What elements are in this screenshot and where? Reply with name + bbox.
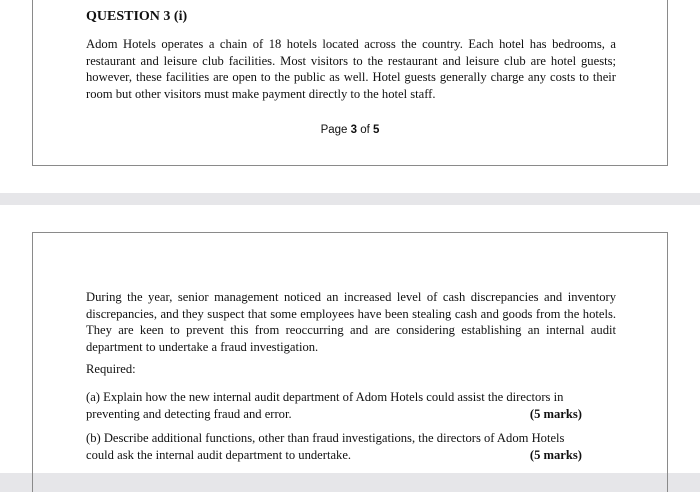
footer-current-page: 3: [350, 124, 358, 136]
document-page-3: [0, 0, 700, 193]
footer-prefix: Page: [320, 124, 351, 136]
document-page-4: [0, 205, 700, 473]
part-b-marks: (5 marks): [529, 447, 582, 462]
question-part-a: [86, 389, 616, 422]
scenario-paragraph: During the year, senior management noticed an increased level of cash discrepancies and inventory discrepancies, and they suspect that some employees have been stealing cash and goods from the hotels. They are keen to prevent this from reoccurring and are considering establishing an internal audit department to undertake a fraud investigation.: [86, 290, 616, 354]
part-b-last-line: [86, 447, 616, 464]
part-a-marks: (5 marks): [529, 406, 582, 421]
page-footer: [0, 124, 700, 136]
part-a-last-line: [86, 406, 616, 423]
footer-total-pages: 5: [373, 124, 380, 136]
footer-middle: of: [357, 124, 374, 136]
part-a-line2: preventing and detecting fraud and error.: [86, 406, 292, 421]
required-label: Required:: [86, 362, 136, 376]
part-b-line2: could ask the internal audit department to undertake.: [86, 447, 352, 462]
part-a-line1: (a) Explain how the new internal audit department of Adom Hotels could assist the directors in: [86, 390, 564, 404]
question-part-b: [86, 430, 616, 463]
question-title: QUESTION 3 (i): [86, 9, 188, 24]
intro-paragraph: Adom Hotels operates a chain of 18 hotels located across the country. Each hotel has bedrooms, a restaurant and leisure club facilities. Most visitors to the restaurant and leisure club are hotel guests; however, these facilities are open to the public as well. Hotel guests generally charge any costs to their room but other visitors must make payment directly to the hotel staff.: [86, 37, 616, 101]
part-b-line1: (b) Describe additional functions, other than fraud investigations, the directors of Adom Hotels: [86, 431, 565, 445]
